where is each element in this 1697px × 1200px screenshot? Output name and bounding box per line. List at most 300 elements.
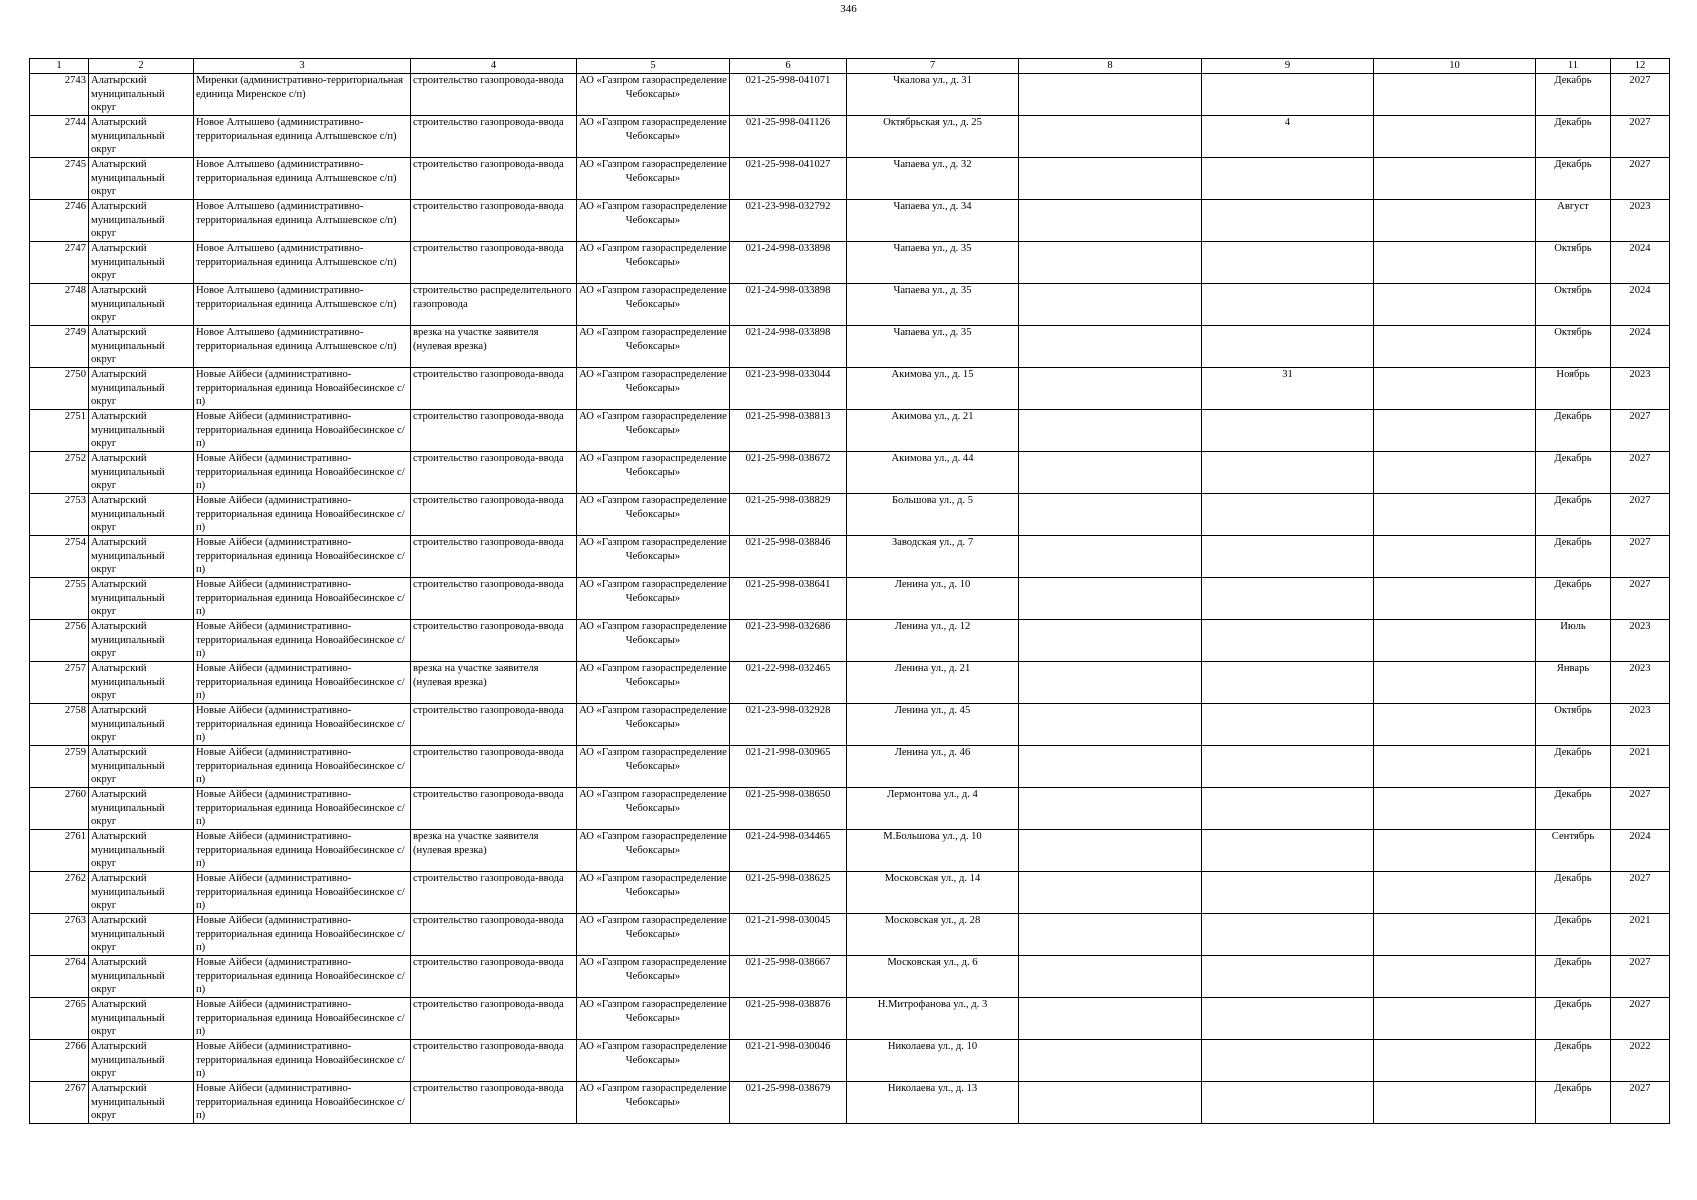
cell-work-type	[411, 620, 577, 662]
cell-text	[1204, 452, 1371, 493]
cell-year	[1611, 872, 1670, 914]
cell-district	[89, 704, 194, 746]
cell-organization	[577, 578, 730, 620]
cell-text: Декабрь	[1554, 873, 1592, 884]
cell-col-9	[1202, 284, 1374, 326]
cell-text: Декабрь	[1554, 999, 1592, 1010]
cell-col-9	[1202, 536, 1374, 578]
cell-text: врезка на участке заявителя (нулевая врезка)	[413, 663, 539, 688]
cell-district	[89, 326, 194, 368]
cell-text: Алатырский муниципальный округ	[91, 201, 165, 240]
cell-text	[1021, 998, 1199, 1039]
cell-text: строительство газопровода-ввода	[413, 579, 564, 590]
cell-address	[847, 326, 1019, 368]
table-row	[30, 704, 1670, 746]
cell-text	[1376, 494, 1533, 535]
cell-month	[1536, 872, 1611, 914]
table-row	[30, 578, 1670, 620]
cell-text	[1204, 1040, 1371, 1081]
cell-text: Новое Алтышево (административно-территориальная единица Алтышевское с/п)	[196, 117, 397, 142]
cell-text	[1204, 536, 1371, 577]
cell-text: Декабрь	[1554, 915, 1592, 926]
cell-text	[1376, 914, 1533, 955]
cell-text: строительство газопровода-ввода	[413, 957, 564, 968]
cell-text: 2024	[1629, 327, 1651, 338]
cell-text	[1376, 998, 1533, 1039]
cell-text	[1376, 368, 1533, 409]
cell-text	[1204, 830, 1371, 871]
cell-text: 2746	[64, 201, 86, 212]
cell-work-type	[411, 452, 577, 494]
cell-text: Октябрь	[1554, 705, 1592, 716]
cell-address	[847, 998, 1019, 1040]
cell-organization	[577, 1082, 730, 1124]
cell-text: 021-25-998-038813	[745, 411, 831, 422]
cell-text: Алатырский муниципальный округ	[91, 327, 165, 366]
cell-text: 021-21-998-030965	[745, 747, 831, 758]
cell-organization	[577, 872, 730, 914]
cell-work-type	[411, 494, 577, 536]
table-row	[30, 788, 1670, 830]
cell-text	[1021, 872, 1199, 913]
cell-text	[1021, 746, 1199, 787]
cell-text	[1021, 1082, 1199, 1123]
cell-district	[89, 1040, 194, 1082]
cell-application-number	[730, 242, 847, 284]
cell-application-number	[730, 788, 847, 830]
cell-text: Декабрь	[1554, 579, 1592, 590]
cell-col-9	[1202, 578, 1374, 620]
table-row	[30, 326, 1670, 368]
cell-text: Лермонтова ул., д. 4	[887, 789, 978, 800]
cell-text: Новые Айбеси (административно-территориальная единица Новоайбесинское с/п)	[196, 705, 405, 744]
cell-col-10	[1374, 788, 1536, 830]
cell-text: АО «Газпром газораспределение Чебоксары»	[579, 159, 727, 184]
cell-text	[1021, 242, 1199, 283]
cell-text	[1376, 788, 1533, 829]
cell-text: 021-25-998-038641	[745, 579, 831, 590]
cell-text: Алатырский муниципальный округ	[91, 621, 165, 660]
cell-text: 2027	[1629, 873, 1651, 884]
cell-work-type	[411, 830, 577, 872]
cell-text	[1021, 452, 1199, 493]
cell-work-type	[411, 578, 577, 620]
cell-text: Алатырский муниципальный округ	[91, 495, 165, 534]
cell-text: АО «Газпром газораспределение Чебоксары»	[579, 201, 727, 226]
cell-text	[1204, 872, 1371, 913]
cell-col-9	[1202, 158, 1374, 200]
cell-text: Алатырский муниципальный округ	[91, 873, 165, 912]
cell-col-8	[1019, 284, 1202, 326]
cell-text	[1204, 284, 1371, 325]
cell-year	[1611, 578, 1670, 620]
cell-text: 2760	[64, 789, 86, 800]
cell-col-10	[1374, 368, 1536, 410]
cell-organization	[577, 200, 730, 242]
cell-text: Ленина ул., д. 21	[894, 663, 971, 674]
cell-work-type	[411, 410, 577, 452]
cell-col-10	[1374, 200, 1536, 242]
cell-text: Новые Айбеси (административно-территориальная единица Новоайбесинское с/п)	[196, 621, 405, 660]
cell-month	[1536, 998, 1611, 1040]
cell-text: АО «Газпром газораспределение Чебоксары»	[579, 75, 727, 100]
cell-col-9	[1202, 620, 1374, 662]
cell-text: Новое Алтышево (административно-территориальная единица Алтышевское с/п)	[196, 285, 397, 310]
cell-text	[1204, 200, 1371, 241]
cell-text: Московская ул., д. 6	[887, 957, 978, 968]
cell-text	[1376, 74, 1533, 115]
cell-year	[1611, 746, 1670, 788]
cell-text: АО «Газпром газораспределение Чебоксары»	[579, 1041, 727, 1066]
cell-text: 2766	[64, 1041, 86, 1052]
cell-col-9	[1202, 1082, 1374, 1124]
cell-text: АО «Газпром газораспределение Чебоксары»	[579, 117, 727, 142]
cell-year	[1611, 326, 1670, 368]
cell-year	[1611, 536, 1670, 578]
cell-district	[89, 200, 194, 242]
cell-year	[1611, 158, 1670, 200]
cell-text: Декабрь	[1554, 75, 1592, 86]
cell-text: Декабрь	[1554, 1083, 1592, 1094]
cell-month	[1536, 746, 1611, 788]
cell-text	[1376, 158, 1533, 199]
table-row	[30, 872, 1670, 914]
cell-text: 021-23-998-032928	[745, 705, 831, 716]
cell-year	[1611, 284, 1670, 326]
cell-district	[89, 368, 194, 410]
cell-text: 2765	[64, 999, 86, 1010]
cell-text	[1204, 158, 1371, 199]
cell-address	[847, 158, 1019, 200]
cell-col-8	[1019, 200, 1202, 242]
column-header-11: 11	[1536, 59, 1611, 74]
cell-text: Август	[1557, 201, 1589, 212]
cell-text	[1376, 872, 1533, 913]
cell-text: Московская ул., д. 14	[884, 873, 981, 884]
column-header-5: 5	[577, 59, 730, 74]
cell-text	[1021, 494, 1199, 535]
cell-organization	[577, 536, 730, 578]
cell-text: АО «Газпром газораспределение Чебоксары»	[579, 915, 727, 940]
cell-text: 021-23-998-033044	[745, 369, 831, 380]
cell-text: Новое Алтышево (административно-территориальная единица Алтышевское с/п)	[196, 159, 397, 184]
cell-text: 2743	[64, 75, 86, 86]
cell-text: Октябрь	[1554, 285, 1592, 296]
cell-text: Октябрь	[1554, 327, 1592, 338]
table-row	[30, 620, 1670, 662]
cell-row-number	[30, 116, 89, 158]
cell-col-10	[1374, 662, 1536, 704]
cell-text: Акимова ул., д. 15	[891, 369, 974, 380]
cell-col-9	[1202, 326, 1374, 368]
cell-text: Алатырский муниципальный округ	[91, 243, 165, 282]
cell-row-number	[30, 998, 89, 1040]
cell-text: Новое Алтышево (административно-территориальная единица Алтышевское с/п)	[196, 327, 397, 352]
cell-settlement	[194, 200, 411, 242]
cell-row-number	[30, 368, 89, 410]
cell-address	[847, 536, 1019, 578]
cell-organization	[577, 284, 730, 326]
cell-text: 021-21-998-030046	[745, 1041, 831, 1052]
cell-text: Алатырский муниципальный округ	[91, 285, 165, 324]
cell-year	[1611, 704, 1670, 746]
cell-text: строительство газопровода-ввода	[413, 243, 564, 254]
cell-text: Алатырский муниципальный округ	[91, 705, 165, 744]
table-row	[30, 452, 1670, 494]
table-row	[30, 494, 1670, 536]
cell-col-9	[1202, 956, 1374, 998]
cell-year	[1611, 74, 1670, 116]
cell-text: Новые Айбеси (административно-территориальная единица Новоайбесинское с/п)	[196, 537, 405, 576]
cell-text: 2024	[1629, 243, 1651, 254]
cell-text: 2754	[64, 537, 86, 548]
cell-row-number	[30, 578, 89, 620]
cell-organization	[577, 662, 730, 704]
cell-settlement	[194, 746, 411, 788]
cell-settlement	[194, 830, 411, 872]
cell-text: Чапаева ул., д. 35	[893, 285, 972, 296]
cell-text: 2755	[64, 579, 86, 590]
cell-text	[1376, 1040, 1533, 1081]
cell-settlement	[194, 242, 411, 284]
cell-text: Январь	[1556, 663, 1590, 674]
table-row	[30, 74, 1670, 116]
cell-text	[1204, 578, 1371, 619]
cell-col-10	[1374, 1040, 1536, 1082]
cell-text: Николаева ул., д. 10	[887, 1041, 978, 1052]
cell-month	[1536, 830, 1611, 872]
cell-text: Ленина ул., д. 45	[894, 705, 971, 716]
cell-text: АО «Газпром газораспределение Чебоксары»	[579, 285, 727, 310]
cell-text	[1376, 116, 1533, 157]
page-number: 346	[840, 3, 857, 15]
cell-text: 2750	[64, 369, 86, 380]
cell-text: 021-23-998-032686	[745, 621, 831, 632]
cell-address	[847, 368, 1019, 410]
cell-text: Новые Айбеси (административно-территориальная единица Новоайбесинское с/п)	[196, 873, 405, 912]
table-row	[30, 242, 1670, 284]
cell-year	[1611, 368, 1670, 410]
cell-text: 2761	[64, 831, 86, 842]
cell-organization	[577, 956, 730, 998]
cell-col-10	[1374, 326, 1536, 368]
cell-month	[1536, 452, 1611, 494]
cell-text: Алатырский муниципальный округ	[91, 117, 165, 156]
cell-text: АО «Газпром газораспределение Чебоксары»	[579, 537, 727, 562]
cell-text	[1021, 830, 1199, 871]
cell-district	[89, 410, 194, 452]
cell-row-number	[30, 200, 89, 242]
cell-work-type	[411, 788, 577, 830]
cell-text: Чапаева ул., д. 34	[893, 201, 972, 212]
cell-row-number	[30, 704, 89, 746]
cell-text: Акимова ул., д. 44	[891, 453, 974, 464]
cell-text: 021-25-998-041071	[745, 75, 831, 86]
cell-text: 021-25-998-038672	[745, 453, 831, 464]
cell-text	[1376, 704, 1533, 745]
cell-settlement	[194, 998, 411, 1040]
cell-organization	[577, 830, 730, 872]
cell-text: строительство газопровода-ввода	[413, 705, 564, 716]
table-row	[30, 158, 1670, 200]
cell-text: 2023	[1629, 201, 1651, 212]
cell-address	[847, 620, 1019, 662]
cell-text: 2749	[64, 327, 86, 338]
cell-col-10	[1374, 452, 1536, 494]
cell-col-9	[1202, 494, 1374, 536]
cell-text: Новые Айбеси (административно-территориальная единица Новоайбесинское с/п)	[196, 957, 405, 996]
cell-text: АО «Газпром газораспределение Чебоксары»	[579, 621, 727, 646]
cell-settlement	[194, 956, 411, 998]
cell-work-type	[411, 158, 577, 200]
cell-organization	[577, 452, 730, 494]
cell-settlement	[194, 494, 411, 536]
cell-work-type	[411, 662, 577, 704]
cell-text: Алатырский муниципальный округ	[91, 663, 165, 702]
cell-application-number	[730, 914, 847, 956]
cell-col-8	[1019, 620, 1202, 662]
cell-application-number	[730, 704, 847, 746]
cell-organization	[577, 158, 730, 200]
cell-col-9	[1202, 662, 1374, 704]
cell-row-number	[30, 956, 89, 998]
cell-year	[1611, 914, 1670, 956]
cell-address	[847, 452, 1019, 494]
cell-organization	[577, 242, 730, 284]
cell-text: Новые Айбеси (административно-территориальная единица Новоайбесинское с/п)	[196, 411, 405, 450]
cell-settlement	[194, 662, 411, 704]
cell-text: строительство газопровода-ввода	[413, 789, 564, 800]
cell-settlement	[194, 116, 411, 158]
cell-text: Декабрь	[1554, 1041, 1592, 1052]
cell-row-number	[30, 326, 89, 368]
cell-text: Декабрь	[1554, 957, 1592, 968]
cell-text: АО «Газпром газораспределение Чебоксары»	[579, 495, 727, 520]
cell-text: 2752	[64, 453, 86, 464]
column-header-8: 8	[1019, 59, 1202, 74]
cell-text	[1204, 788, 1371, 829]
cell-col-10	[1374, 1082, 1536, 1124]
cell-settlement	[194, 620, 411, 662]
cell-text	[1204, 1082, 1371, 1123]
cell-application-number	[730, 872, 847, 914]
cell-settlement	[194, 74, 411, 116]
cell-settlement	[194, 410, 411, 452]
cell-text: 2027	[1629, 75, 1651, 86]
cell-address	[847, 872, 1019, 914]
cell-text: АО «Газпром газораспределение Чебоксары»	[579, 789, 727, 814]
cell-col-9	[1202, 452, 1374, 494]
cell-col-10	[1374, 998, 1536, 1040]
cell-text: строительство газопровода-ввода	[413, 75, 564, 86]
cell-text: 2027	[1629, 537, 1651, 548]
cell-settlement	[194, 1082, 411, 1124]
cell-text: Чапаева ул., д. 32	[893, 159, 972, 170]
cell-text: строительство газопровода-ввода	[413, 495, 564, 506]
cell-text: Декабрь	[1554, 453, 1592, 464]
cell-text: 4	[1284, 117, 1291, 128]
cell-district	[89, 74, 194, 116]
cell-month	[1536, 368, 1611, 410]
column-header-7: 7	[847, 59, 1019, 74]
cell-text: Новые Айбеси (административно-территориальная единица Новоайбесинское с/п)	[196, 579, 405, 618]
cell-col-8	[1019, 704, 1202, 746]
cell-text: Алатырский муниципальный округ	[91, 915, 165, 954]
cell-col-10	[1374, 872, 1536, 914]
table-row	[30, 1040, 1670, 1082]
cell-month	[1536, 704, 1611, 746]
cell-district	[89, 998, 194, 1040]
cell-text: Алатырский муниципальный округ	[91, 579, 165, 618]
cell-application-number	[730, 200, 847, 242]
cell-text: Ноябрь	[1556, 369, 1590, 380]
cell-text	[1376, 746, 1533, 787]
cell-text	[1021, 284, 1199, 325]
cell-text	[1376, 536, 1533, 577]
cell-organization	[577, 704, 730, 746]
cell-text	[1021, 620, 1199, 661]
cell-application-number	[730, 830, 847, 872]
cell-organization	[577, 410, 730, 452]
cell-district	[89, 452, 194, 494]
cell-district	[89, 242, 194, 284]
cell-text: 2757	[64, 663, 86, 674]
cell-month	[1536, 494, 1611, 536]
cell-text	[1204, 326, 1371, 367]
cell-year	[1611, 1040, 1670, 1082]
cell-text: 2027	[1629, 999, 1651, 1010]
cell-text: Ленина ул., д. 46	[894, 747, 971, 758]
cell-text: АО «Газпром газораспределение Чебоксары»	[579, 411, 727, 436]
cell-district	[89, 788, 194, 830]
cell-text: АО «Газпром газораспределение Чебоксары»	[579, 957, 727, 982]
cell-district	[89, 872, 194, 914]
cell-text: 2767	[64, 1083, 86, 1094]
cell-text: 021-24-998-034465	[745, 831, 831, 842]
cell-text	[1204, 620, 1371, 661]
cell-text	[1376, 410, 1533, 451]
cell-text	[1021, 200, 1199, 241]
cell-work-type	[411, 368, 577, 410]
cell-settlement	[194, 368, 411, 410]
cell-text: 021-25-998-041027	[745, 159, 831, 170]
table-row	[30, 410, 1670, 452]
cell-year	[1611, 452, 1670, 494]
cell-text: Алатырский муниципальный округ	[91, 1041, 165, 1080]
table-row	[30, 956, 1670, 998]
cell-text: Новые Айбеси (административно-территориальная единица Новоайбесинское с/п)	[196, 495, 405, 534]
cell-text: 021-25-998-038829	[745, 495, 831, 506]
cell-text: Декабрь	[1554, 159, 1592, 170]
cell-year	[1611, 830, 1670, 872]
cell-col-10	[1374, 410, 1536, 452]
cell-text: Декабрь	[1554, 747, 1592, 758]
cell-text: Новые Айбеси (административно-территориальная единица Новоайбесинское с/п)	[196, 1041, 405, 1080]
cell-text: врезка на участке заявителя (нулевая врезка)	[413, 831, 539, 856]
cell-address	[847, 284, 1019, 326]
table-row	[30, 200, 1670, 242]
cell-text: Декабрь	[1554, 117, 1592, 128]
cell-col-8	[1019, 116, 1202, 158]
cell-district	[89, 116, 194, 158]
cell-organization	[577, 746, 730, 788]
cell-work-type	[411, 242, 577, 284]
cell-text: Алатырский муниципальный округ	[91, 537, 165, 576]
cell-text: 2027	[1629, 411, 1651, 422]
cell-organization	[577, 326, 730, 368]
cell-district	[89, 1082, 194, 1124]
table-body	[30, 74, 1670, 1124]
